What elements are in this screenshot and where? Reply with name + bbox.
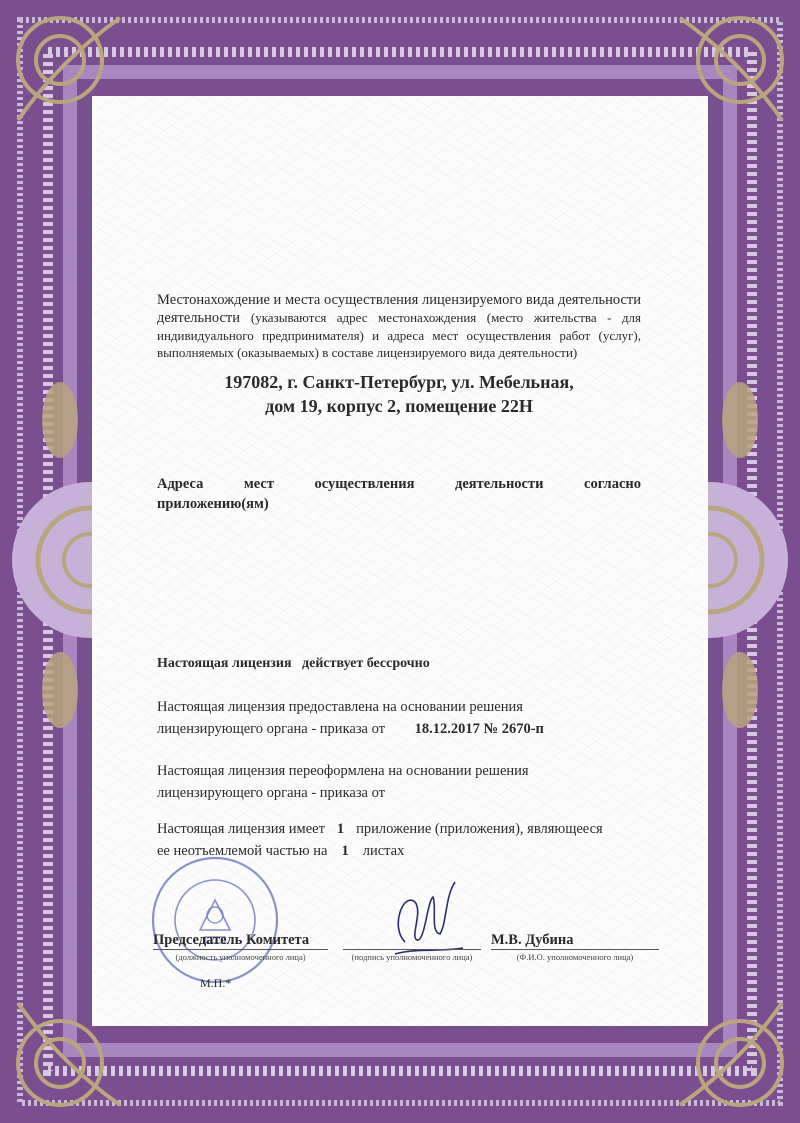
appendix-sheets: 1	[341, 843, 349, 859]
reissued-section	[157, 760, 641, 804]
appendix-line-2b: листах	[362, 843, 405, 859]
address-block	[157, 370, 641, 418]
addresses-note-line-2: приложению(ям)	[157, 496, 269, 512]
granted-order: 18.12.2017 № 2670-п	[414, 721, 544, 737]
appendix-line-1a: Настоящая лицензия имеет	[157, 821, 325, 837]
granted-line-2: лицензирующего органа - приказа от	[157, 721, 386, 737]
appendix-count: 1	[336, 821, 345, 837]
appendix-line-1b: приложение (приложения), являющееся	[356, 821, 603, 837]
location-section	[157, 291, 641, 310]
name-line	[491, 949, 659, 950]
caption-position: (должность уполномоченного лица)	[175, 952, 306, 962]
signer-position: Председатель Комитета	[153, 932, 310, 948]
reissued-line-1: Настоящая лицензия переоформлена на основании решения	[157, 763, 529, 779]
position-line	[153, 949, 328, 950]
validity-label: Настоящая лицензия	[157, 656, 292, 671]
address-line-2: дом 19, корпус 2, помещение 22Н	[265, 396, 533, 416]
addresses-note-line-1: Адреса мест осуществления деятельности согласно	[157, 476, 641, 492]
official-stamp-icon	[150, 855, 280, 985]
location-note-line-3: выполняемых (оказываемых) в составе лицензируемого вида деятельности)	[157, 345, 578, 360]
appendix-line-2a: ее неотъемлемой частью на	[157, 843, 328, 859]
addresses-note	[157, 474, 641, 514]
signature-line	[343, 949, 481, 950]
granted-line-1: Настоящая лицензия предоставлена на основании решения	[157, 699, 523, 715]
location-note-line-2: индивидуального предпринимателя) и адреса мест осуществления работ (услуг),	[157, 328, 641, 343]
signer-name: М.В. Дубина	[491, 932, 574, 948]
validity-row	[157, 656, 430, 672]
caption-name: (Ф.И.О. уполномоченного лица)	[516, 952, 634, 962]
granted-section	[157, 696, 641, 740]
location-heading: Местонахождение и места осуществления лицензируемого вида деятельности	[157, 292, 641, 308]
validity-value: действует бессрочно	[302, 656, 430, 671]
reissued-line-2: лицензирующего органа - приказа от	[157, 785, 386, 801]
location-note-line-1: (указываются адрес местонахождения (место жительства - для	[250, 310, 641, 325]
caption-signature: (подпись уполномоченного лица)	[351, 952, 473, 962]
address-line-1: 197082, г. Санкт-Петербург, ул. Мебельная,	[224, 372, 574, 392]
stamp-place: М.П.*	[200, 976, 232, 990]
location-note: деятельности (указываются адрес местонахождения (место жительства - для индивидуального предпринимателя) и адреса мест осуществления работ (услуг), выполняемых (оказываемых) в составе лицензируемого вида деятельности)	[157, 310, 641, 360]
